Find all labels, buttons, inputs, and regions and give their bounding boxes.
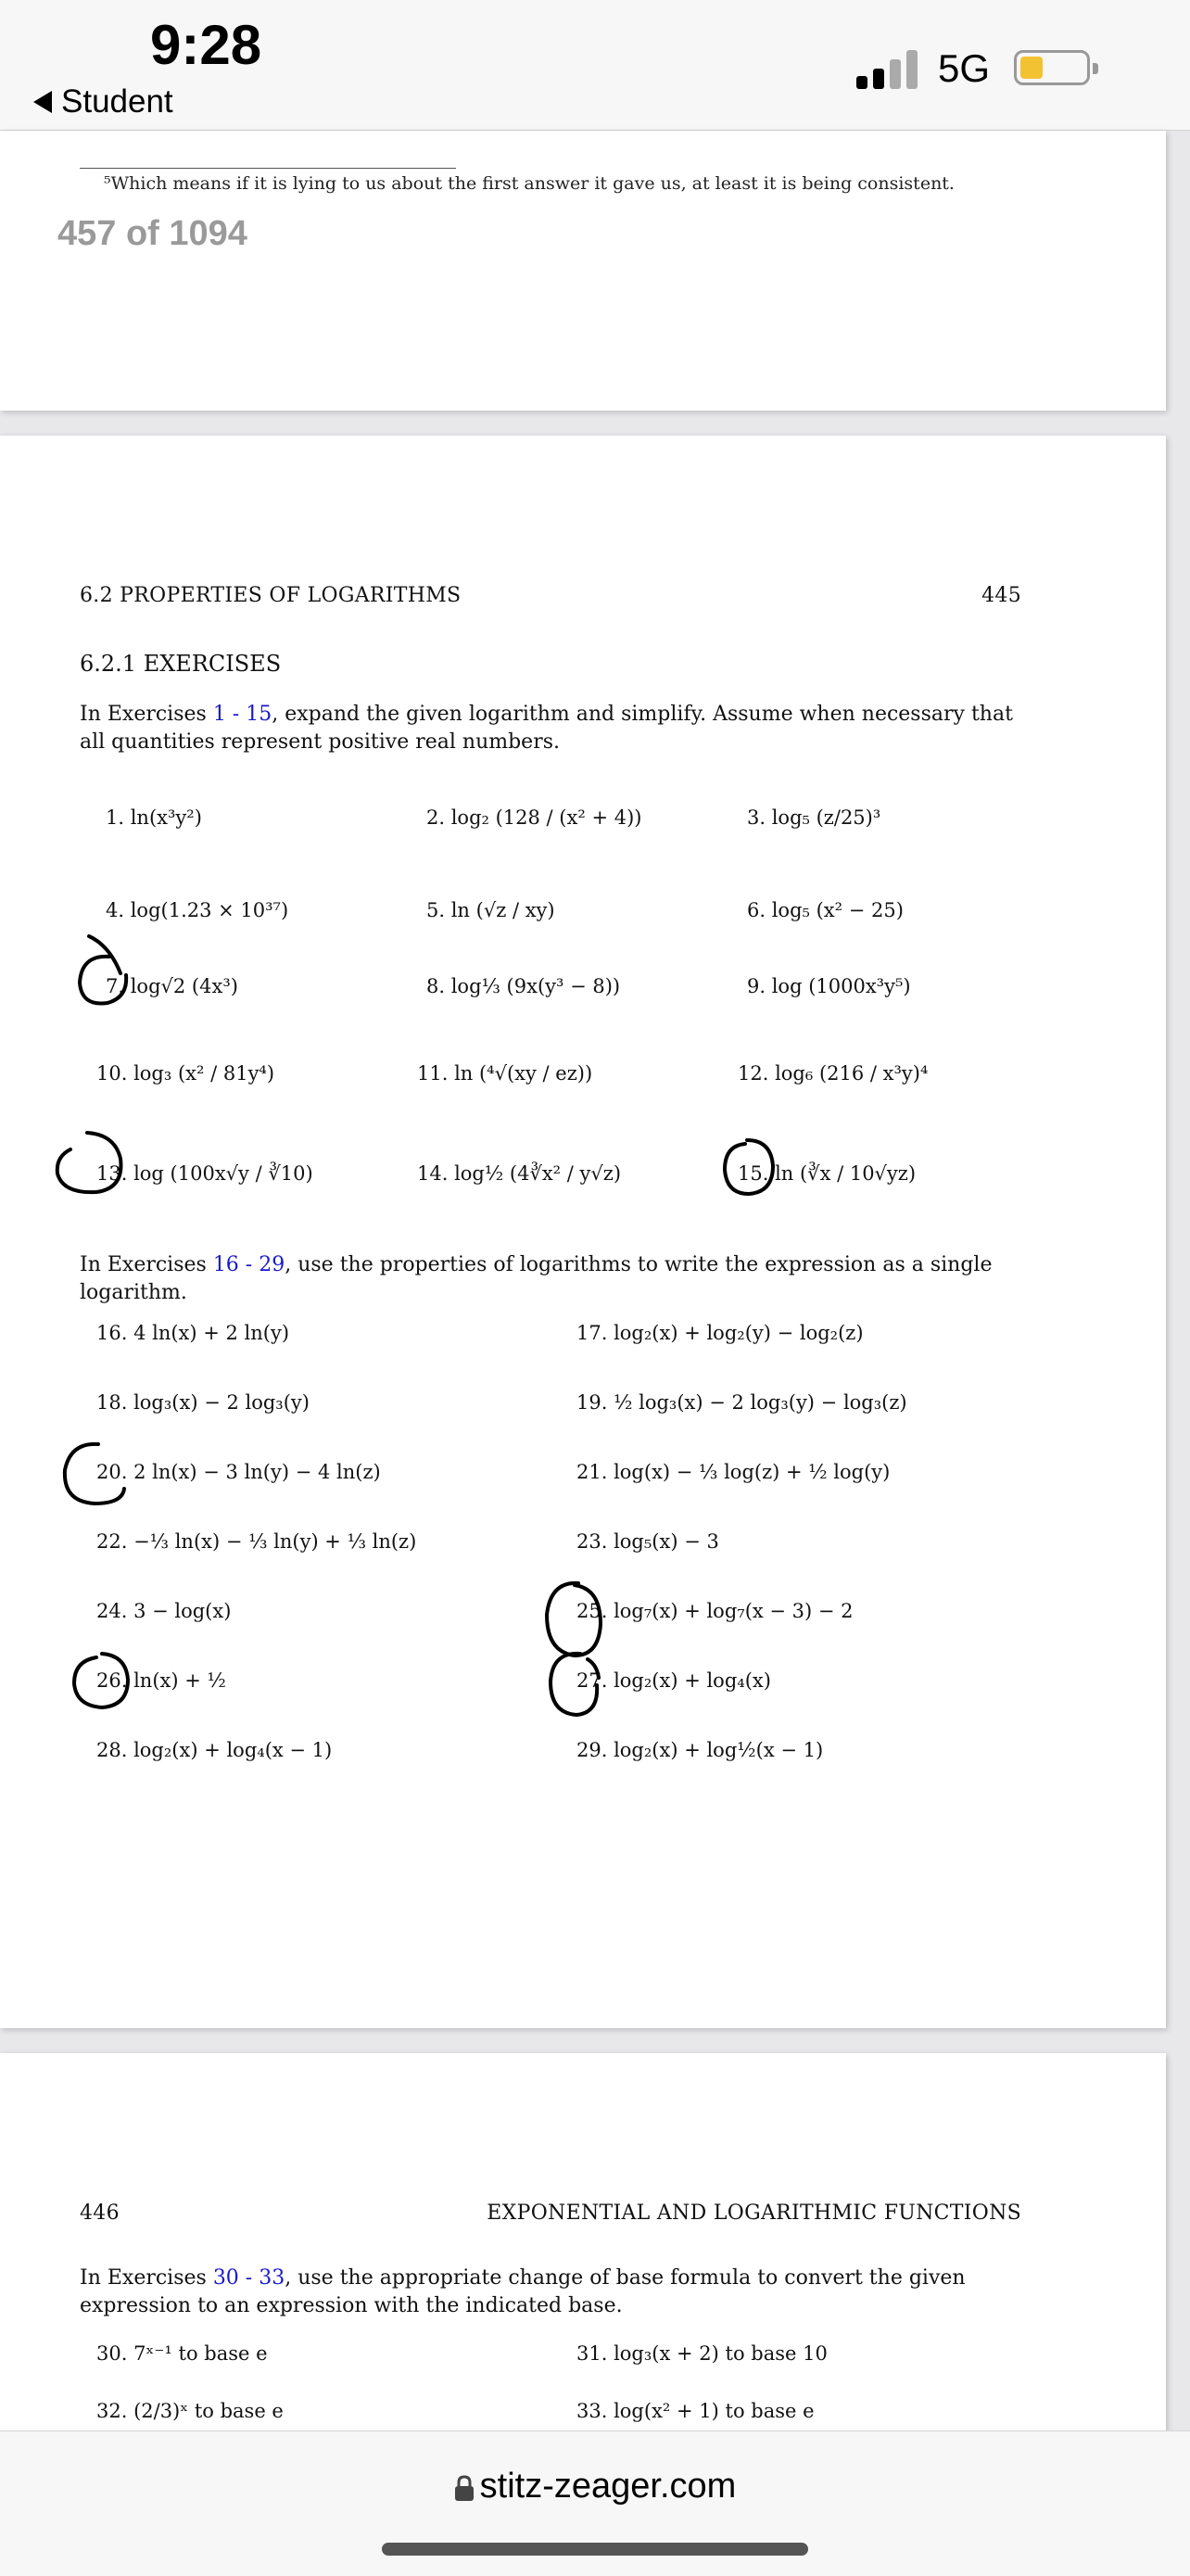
exercise-27: 27. log₂(x) + log₄(x)	[576, 1669, 771, 1692]
exercise-12: 12. log₆ (216 / x³y)⁴	[738, 1062, 929, 1085]
exercise-26: 26. ln(x) + ½	[96, 1669, 226, 1692]
handwritten-circle-15	[719, 1135, 779, 1199]
running-header: 6.2 PROPERTIES OF LOGARITHMS	[80, 584, 462, 607]
exercise-7: 7. log√2 (4x³)	[106, 975, 238, 997]
exercise-28: 28. log₂(x) + log₄(x − 1)	[96, 1739, 333, 1761]
exercise-18: 18. log₃(x) − 2 log₃(y)	[96, 1391, 310, 1414]
exercise-9: 9. log (1000x³y⁵)	[747, 975, 911, 997]
pdf-page-previous	[0, 131, 1166, 411]
instructions-16-29: In Exercises 16 - 29, use the properties of logarithms to write the expression as a single logarithm.	[80, 1253, 993, 1304]
footnote-rule	[80, 168, 456, 169]
exercise-4: 4. log(1.23 × 10³⁷)	[106, 899, 289, 921]
lock-icon	[454, 2474, 475, 2502]
exercise-link-1-15[interactable]: 1 - 15	[212, 703, 272, 726]
handwritten-circle-26	[69, 1648, 133, 1713]
pdf-page-446	[0, 2053, 1166, 2443]
home-indicator[interactable]	[382, 2543, 808, 2556]
exercise-2: 2. log₂ (128 / (x² + 4))	[426, 806, 642, 829]
exercise-1: 1. ln(x³y²)	[106, 806, 202, 829]
network-type: 5G	[938, 46, 991, 90]
back-arrow-icon	[33, 91, 52, 113]
exercise-13: 13. log (100x√y / ∛10)	[96, 1162, 313, 1185]
back-label: Student	[61, 83, 173, 120]
handwritten-circle-7	[72, 918, 137, 1010]
exercise-5: 5. ln (√z / xy)	[426, 899, 555, 921]
exercise-32: 32. (2/3)ˣ to base e	[96, 2400, 284, 2422]
exercise-15: 15. ln (∛x / 10√yz)	[738, 1162, 917, 1185]
exercise-3: 3. log₅ (z/25)³	[747, 806, 881, 829]
status-bar	[0, 0, 1190, 131]
instructions-1-15: In Exercises 1 - 15, expand the given logarithm and simplify. Assume when necessary that all quantities represent positive real numbers.	[80, 703, 1013, 754]
exercise-10: 10. log₃ (x² / 81y⁴)	[96, 1062, 275, 1085]
running-header: EXPONENTIAL AND LOGARITHMIC FUNCTIONS	[487, 2202, 1021, 2225]
exercise-30: 30. 7ˣ⁻¹ to base e	[96, 2342, 268, 2365]
handwritten-circle-20	[57, 1437, 132, 1511]
exercise-16: 16. 4 ln(x) + 2 ln(y)	[96, 1322, 290, 1344]
back-to-app-button[interactable]	[33, 83, 173, 121]
pdf-page-445	[0, 436, 1166, 2028]
exercise-6: 6. log₅ (x² − 25)	[747, 899, 904, 921]
exercise-21: 21. log(x) − ⅓ log(z) + ½ log(y)	[576, 1461, 891, 1483]
url-field[interactable]	[0, 2467, 1190, 2506]
browser-address-bar	[0, 2430, 1190, 2576]
section-heading: 6.2.1 EXERCISES	[80, 651, 282, 677]
exercise-14: 14. log½ (4∛x² / y√z)	[417, 1162, 622, 1185]
handwritten-circle-13	[50, 1122, 133, 1199]
page-number: 446	[80, 2202, 120, 2225]
instructions-30-33: In Exercises 30 - 33, use the appropriate change of base formula to convert the given expression to an expression with the indicated base.	[80, 2266, 966, 2317]
exercise-20: 20. 2 ln(x) − 3 ln(y) − 4 ln(z)	[96, 1461, 381, 1483]
exercise-17: 17. log₂(x) + log₂(y) − log₂(z)	[576, 1322, 864, 1344]
handwritten-circle-27	[543, 1646, 608, 1720]
exercise-22: 22. −⅓ ln(x) − ⅓ ln(y) + ⅓ ln(z)	[96, 1530, 417, 1553]
battery-icon	[1014, 50, 1090, 85]
exercise-8: 8. log⅓ (9x(y³ − 8))	[426, 975, 621, 997]
exercise-11: 11. ln (⁴√(xy / ez))	[417, 1062, 593, 1085]
exercise-25: 25. log₇(x) + log₇(x − 3) − 2	[576, 1600, 854, 1622]
page-number: 445	[981, 584, 1021, 607]
exercise-19: 19. ½ log₃(x) − 2 log₃(y) − log₃(z)	[576, 1391, 907, 1414]
exercise-link-16-29[interactable]: 16 - 29	[212, 1253, 285, 1276]
footnote: ⁵Which means if it is lying to us about the first answer it gave us, at least it is being consistent.	[104, 173, 955, 194]
url-text: stitz-zeager.com	[479, 2467, 737, 2506]
exercise-29: 29. log₂(x) + log½(x − 1)	[576, 1739, 824, 1761]
exercise-33: 33. log(x² + 1) to base e	[576, 2400, 815, 2422]
exercise-23: 23. log₅(x) − 3	[576, 1530, 719, 1553]
cellular-signal-icon	[855, 48, 919, 91]
exercise-31: 31. log₃(x + 2) to base 10	[576, 2342, 828, 2365]
clock: 9:28	[150, 14, 262, 76]
exercise-link-30-33[interactable]: 30 - 33	[212, 2266, 285, 2290]
page-counter: 457 of 1094	[57, 214, 247, 253]
exercise-24: 24. 3 − log(x)	[96, 1600, 232, 1622]
